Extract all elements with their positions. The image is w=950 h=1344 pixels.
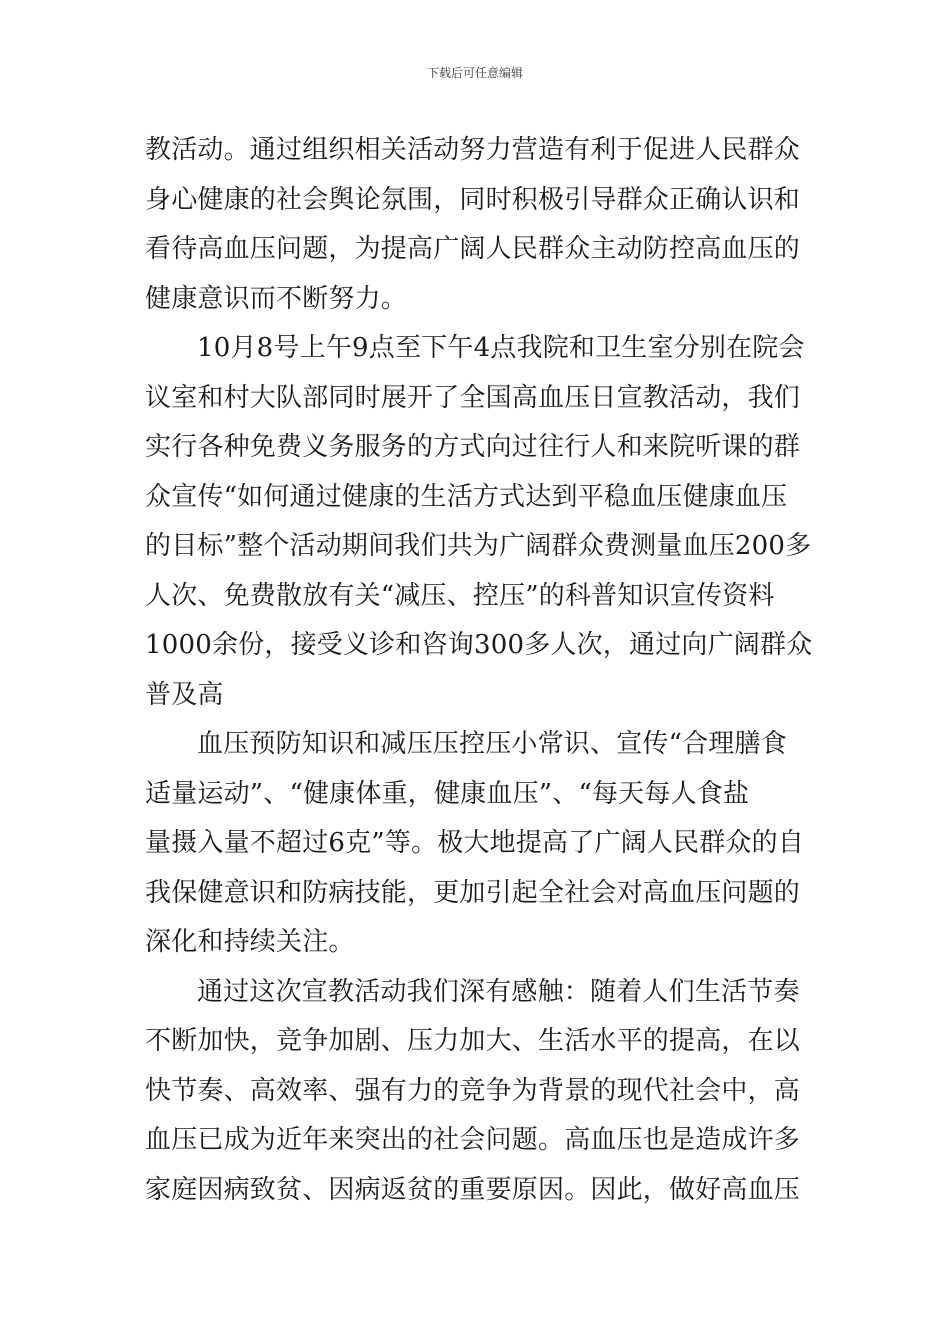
text-line: 看待高血压问题，为提高广阔人民群众主动防控高血压的 bbox=[145, 234, 801, 264]
paragraph-3 bbox=[145, 720, 807, 968]
text-line: 我保健意识和防病技能，更加引起全社会对高血压问题的 bbox=[145, 877, 801, 908]
text-line: 不断加快，竞争加剧、压力加大、生活水平的提高，在以 bbox=[145, 1026, 801, 1056]
text-line: 人次、免费散放有关“减压、控压”的科普知识宣传资料 bbox=[145, 580, 775, 611]
text-line: 血压已成为近年来突出的社会问题。高血压也是造成许多 bbox=[145, 1125, 801, 1155]
text-line: 通过这次宣教活动我们深有感触：随着人们生活节奏 bbox=[197, 976, 800, 1007]
text-line: 快节奏、高效率、强有力的竞争为背景的现代社会中，高 bbox=[145, 1075, 801, 1106]
text-line: 身心健康的社会舆论氛围，同时积极引导群众正确认识和 bbox=[145, 184, 801, 215]
text-line: 健康意识而不断努力。 bbox=[145, 283, 408, 314]
text-line: 1000余份，接受义诊和咨询300多人次，通过向广阔群众 bbox=[145, 630, 813, 660]
paragraph-1 bbox=[145, 126, 807, 324]
paragraph-2 bbox=[145, 324, 813, 720]
text-line: 教活动。通过组织相关活动努力营造有利于促进人民群众 bbox=[145, 135, 801, 165]
text-line: 10月8号上午9点至下午4点我院和卫生室分别在院会 bbox=[197, 333, 805, 363]
text-line: 普及高 bbox=[145, 679, 224, 710]
text-line: 议室和村大队部同时展开了全国高血压日宣教活动，我们 bbox=[145, 382, 801, 413]
text-line: 量摄入量不超过6克”等。极大地提高了广阔人民群众的自 bbox=[145, 828, 805, 858]
paragraph-4 bbox=[145, 968, 807, 1216]
document-body bbox=[145, 126, 813, 1215]
text-line: 家庭因病致贫、因病返贫的重要原因。因此，做好高血压 bbox=[145, 1174, 801, 1205]
text-line: 深化和持续关注。 bbox=[145, 927, 355, 957]
page-header: 下载后可任意编辑 bbox=[426, 66, 523, 80]
text-line: 实行各种免费义务服务的方式向过往行人和来院听课的群 bbox=[145, 432, 801, 462]
text-line: 血压预防知识和减压压控压小常识、宣传“合理膳食 bbox=[197, 729, 787, 759]
text-line: 众宣传“如何通过健康的生活方式达到平稳血压健康血压 bbox=[145, 481, 788, 512]
text-line: 适量运动”、“健康体重，健康血压”、“每天每人食盐 bbox=[145, 778, 750, 809]
text-line: 的目标”整个活动期间我们共为广阔群众费测量血压200多 bbox=[145, 531, 812, 561]
